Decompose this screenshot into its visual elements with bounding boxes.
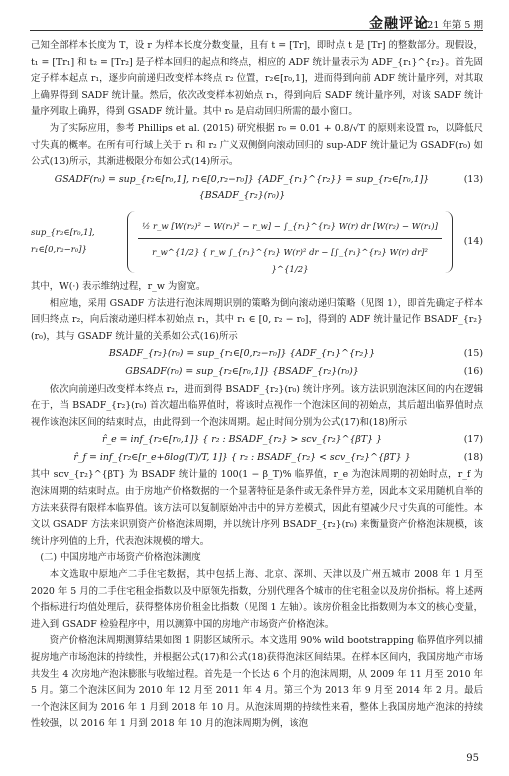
paragraph-1: 己知全部样本长度为 T，设 r 为样本长度分数变量，且有 t = [Tr]，即时点 t 是 [Tr] 的整数部分。现假设，t₁ = [Tr₁] 和 t₂ = [Tr₂] 是子样本回归的起点和终点，相应的 ADF 统计量表示为 ADF_{r₁}^{r₂}。首先固定子样本起点 r₁，逐步向前递归改变样本终点 r₂ 位置，r₂∈[r₀,1]，进而得到向前 ADF 统计量序列，对其取上确界得到 SADF 统计量。然后，依次改变样本初始点 r₁，得到向后 SADF 统计量序列，对该 SADF 统计量序列取上确界，得到 GSADF 统计量。其中 r₀ 是启动回归所需的最小窗口。 <box>31 40 483 118</box>
equation-15-number: (15) <box>463 348 483 360</box>
paragraph-7: 本文选取中原地产二手住宅数据，其中包括上海、北京、深圳、天津以及广州五城市 2008 年 1 月至 2020 年 5 月的二手住宅租金指数以及中原领先指数，分别代理各个城市的住宅租金以及房价指标。将上述两个指标进行均值处理后，获得整体房价租金比指数（见图 1 左轴）。该房价租金比指数则为本文的核心变量，进入到 GSADF 检验程序中，用以测算中国的房地产市场资产价格泡沫。 <box>31 569 483 630</box>
equation-14-lhs: sup_{r₂∈[r₀,1], r₁∈[0,r₂−r₀]} <box>31 228 95 255</box>
equation-17-formula: r̂_e = inf_{r₂∈[r₀,1]} { r₂ : BSADF_{r₂} > scv_{r₂}^{βT} } <box>101 434 382 446</box>
paragraph-8: 资产价格泡沫周期测算结果如图 1 阴影区域所示。本文选用 90% wild bootstrapping 临界值序列以捕捉房地产市场泡沫的持续性，并根据公式(17)和公式(18)获得泡沫区间结果。在样本区间内，我国房地产市场共发生 4 次房地产泡沫膨胀与收缩过程。首先是一个长达 6 个月的泡沫周期，从 2009 年 11 月至 2010 年 5 月。第二个泡沫区间为 2010 年 12 月至 2011 年 4 月。第三个为 2013 年 9 月至 2014 年 2 月。最后一个泡沫区间为 2016 年 1 月到 2018 年 10 月。从泡沫周期的持续性来看，整体上我国房地产泡沫的持续性较强，以 2016 年 1 月到 2018 年 10 月的泡沫周期为例，该泡 <box>31 635 483 730</box>
equation-17 <box>31 432 483 449</box>
equation-14-bracket <box>127 211 453 273</box>
paragraph-4: 相应地，采用 GSADF 方法进行泡沫周期识别的策略为倒向滚动递归策略（见图 1），即首先确定子样本回归终点 r₂，向后滚动递归样本初始点 r₁，其中 r₁ ∈ [0, r₂ − r₀]，得到的 ADF 统计量记作 BSADF_{r₂}(r₀)，其与 GSADF 统计量的关系如公式(16)所示 <box>31 297 483 342</box>
equation-18-number: (18) <box>463 451 483 463</box>
equation-17-number: (17) <box>463 434 483 446</box>
journal-title: 金融评论 <box>369 16 429 32</box>
equation-14-number: (14) <box>463 235 483 247</box>
equation-14 <box>31 207 483 277</box>
equation-13-number: (13) <box>463 173 483 185</box>
equation-18-formula: r̂_f = inf_{r₂∈[r_e+δlog(T)/T, 1]} { r₂ : BSADF_{r₂} < scv_{r₂}^{βT} } <box>73 451 411 463</box>
section-heading: (二) 中国房地产市场资产价格泡沫测度 <box>40 552 201 564</box>
paragraph-2: 为了实际应用，参考 Phillips et al. (2015) 研究根据 r₀ = 0.01 + 0.8/√T 的原则来设置 r₀，以降低尺寸失真的概率。在所有可行域上关于 r₁ 和 r₂ 广义双侧倒向滚动回归的 sup-ADF 统计量记为 GSADF(r₀) 如公式(13)所示，其渐进极限分布如公式(14)所示。 <box>31 122 483 168</box>
header-rule <box>30 30 483 31</box>
page-header <box>0 0 509 32</box>
equation-14-numerator: ½ r_w [W(r₂)² − W(r₁)² − r_w] − ∫_{r₁}^{r₂} W(r) dr [W(r₂) − W(r₁)] <box>142 221 438 232</box>
paragraph-5: 依次向前递归改变样本终点 r₂，进而到得 BSADF_{r₂}(r₀) 统计序列。该方法识别泡沫区间的内在逻辑在于，当 BSADF_{r₂}(r₀) 首次超出临界值时，将该时点视作一个泡沫区间的初始点，其后超出临界值时点视作该泡沫区间的结束时点，由此得到一个泡沫周期。起止时间分别为公式(17)和(18)所示 <box>31 383 483 428</box>
page-number: 95 <box>466 753 479 764</box>
equation-16-formula: GBSADF(r₀) = sup_{r₂∈[r₀,1]} {BSADF_{r₂}(r₀)} <box>125 365 359 377</box>
equation-18 <box>31 450 483 467</box>
equation-13-formula: GSADF(r₀) = sup_{r₂∈[r₀,1], r₁∈[0,r₂−r₀]} {ADF_{r₁}^{r₂}} = sup_{r₂∈[r₀,1]} {BSADF_{r₂}(r₀)} <box>54 173 430 202</box>
equation-13 <box>31 172 483 205</box>
paragraph-3: 其中，W(·) 表示维纳过程，r_w 为窗宽。 <box>31 280 206 292</box>
paragraph-6: 其中 scv_{r₂}^{βT} 为 BSADF 统计量的 100(1 − β_T)% 临界值，r_e 为泡沫周期的初始时点，r_f 为泡沫周期的结束时点。由于房地产价格数据的一个显著特征是条件或无条件异方差，因此本文采用随机自举的方法来获得有限样本临界值。该方法可以复制原始冲击中的异方差模式，因此有望减少尺寸失真的可能性。本文以 GSADF 方法来识别资产价格泡沫周期，并以统计序列 BSADF_{r₂}(r₀) 来衡量资产价格泡沫规模，该统计序列值的上升，代表泡沫规模的增大。 <box>31 469 483 547</box>
equation-16 <box>31 364 483 381</box>
equation-15-formula: BSADF_{r₂}(r₀) = sup_{r₁∈[0,r₂−r₀]} {ADF_{r₁}^{r₂}} <box>108 348 376 360</box>
equation-15 <box>31 346 483 363</box>
fraction-bar <box>138 238 442 239</box>
equation-16-number: (16) <box>463 365 483 377</box>
article-body <box>31 38 483 733</box>
equation-14-denominator: r_w^{1/2} { r_w ∫_{r₁}^{r₂} W(r)² dr − [∫_{r₁}^{r₂} W(r) dr]² }^{1/2} <box>152 247 428 275</box>
journal-issue: 2021 年第 5 期 <box>415 20 483 31</box>
